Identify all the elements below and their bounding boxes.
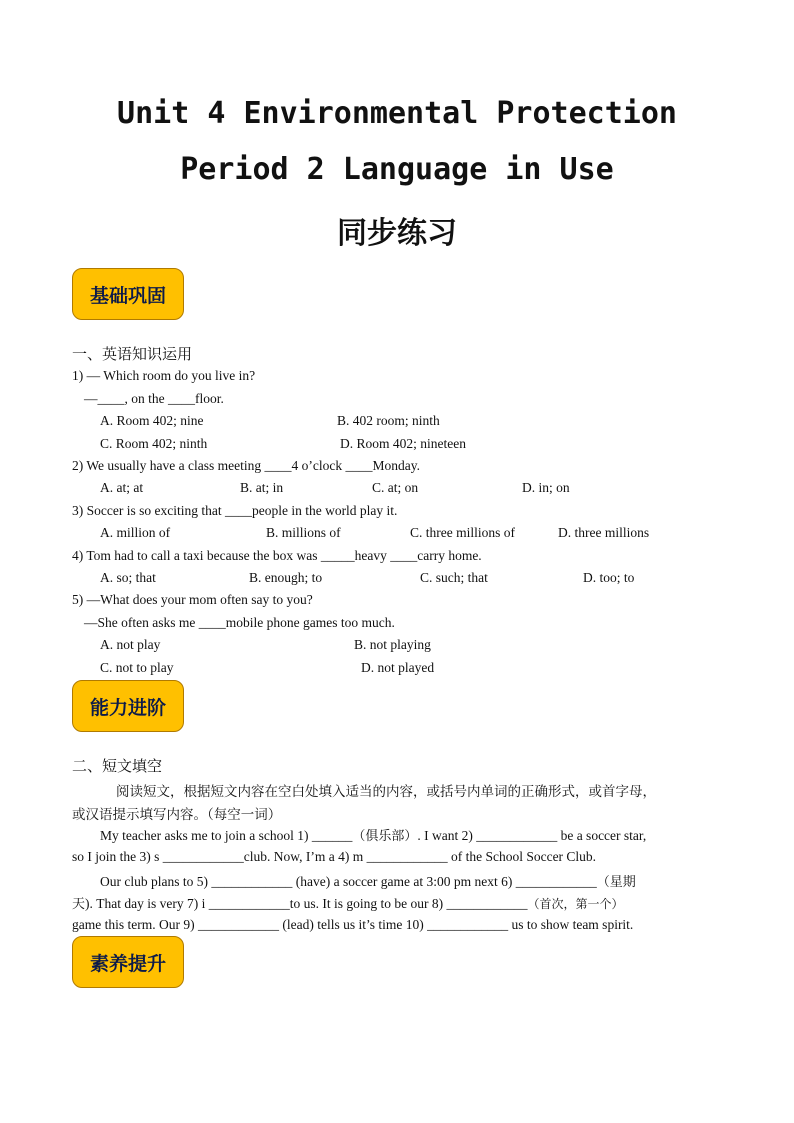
q5-option-c: C. not to play <box>100 660 174 675</box>
q2-option-b: B. at; in <box>240 480 284 495</box>
part2-instruction-1: 阅读短文，根据短文内容在空白处填入适当的内容，或括号内单词的正确形式，或首字母， <box>116 784 656 800</box>
q1-stem: 1) — Which room do you live in? <box>72 368 256 383</box>
q3-option-c: C. three millions of <box>410 525 515 540</box>
q4-option-c: C. such; that <box>420 570 488 585</box>
q4-stem: 4) Tom had to call a taxi because the box was _____heavy ____carry home. <box>72 548 482 563</box>
q2-stem: 2) We usually have a class meeting ____4 o’clock ____Monday. <box>72 458 420 473</box>
part1-heading: 一、英语知识运用 <box>72 345 193 363</box>
passage-line-3 <box>100 871 636 890</box>
q5-option-d: D. not played <box>361 660 435 675</box>
q5-stem-2: —She often asks me ____mobile phone games too much. <box>84 615 395 630</box>
passage-line-1-hint: （俱乐部） <box>352 829 418 844</box>
badge-advanced: 能力进阶 <box>72 680 184 732</box>
q1-option-a: A. Room 402; nine <box>100 413 204 428</box>
q4-option-b: B. enough; to <box>249 570 323 585</box>
title-period: Period 2 Language in Use <box>180 152 614 187</box>
q4-option-a: A. so; that <box>100 570 156 585</box>
title-unit: Unit 4 Environmental Protection <box>117 96 677 131</box>
title-chinese: 同步练习 <box>337 216 457 251</box>
passage-line-2: so I join the 3) s ____________club. Now, I’m a 4) m ____________ of the School Soccer Club. <box>72 849 597 864</box>
passage-line-4-b: ). That day is very 7) i ____________to us. It is going to be our 8) ____________ <box>85 896 528 911</box>
q4-option-d: D. too; to <box>583 570 635 585</box>
passage-line-4-hint-a: 天 <box>72 897 86 912</box>
q5-option-a: A. not play <box>100 637 161 652</box>
badge-literacy: 素养提升 <box>72 936 184 988</box>
q3-stem: 3) Soccer is so exciting that ____people in the world play it. <box>72 503 398 518</box>
passage-line-4 <box>72 893 624 912</box>
passage-line-3-a: Our club plans to 5) ____________ (have) a soccer game at 3:00 pm next 6) ____________ <box>100 874 597 889</box>
part2-heading: 二、短文填空 <box>72 757 163 775</box>
part2-instruction-2: 或汉语提示填写内容。（每空一词） <box>72 807 282 823</box>
q3-option-a: A. million of <box>100 525 171 540</box>
passage-line-3-hint: （星期 <box>596 875 636 890</box>
passage-line-1-c: . I want 2) ____________ be a soccer star, <box>417 828 647 843</box>
badge-basic: 基础巩固 <box>72 268 184 320</box>
q1-option-d: D. Room 402; nineteen <box>340 436 466 451</box>
q3-option-b: B. millions of <box>266 525 341 540</box>
passage-line-4-hint-c: （首次，第一个） <box>527 897 624 911</box>
q3-option-d: D. three millions <box>558 525 650 540</box>
q2-option-d: D. in; on <box>522 480 570 495</box>
q1-option-c: C. Room 402; ninth <box>100 436 208 451</box>
passage-line-1-a: My teacher asks me to join a school 1) ______ <box>100 828 353 843</box>
q2-option-a: A. at; at <box>100 480 144 495</box>
q2-option-c: C. at; on <box>372 480 419 495</box>
q5-stem: 5) —What does your mom often say to you? <box>72 592 313 607</box>
passage-line-1 <box>100 825 646 844</box>
q1-stem-2: —____, on the ____floor. <box>84 391 224 406</box>
q5-option-b: B. not playing <box>354 637 431 652</box>
passage-line-5: game this term. Our 9) ____________ (lead) tells us it’s time 10) ____________ us to show team spirit. <box>72 917 634 932</box>
q1-option-b: B. 402 room; ninth <box>337 413 440 428</box>
